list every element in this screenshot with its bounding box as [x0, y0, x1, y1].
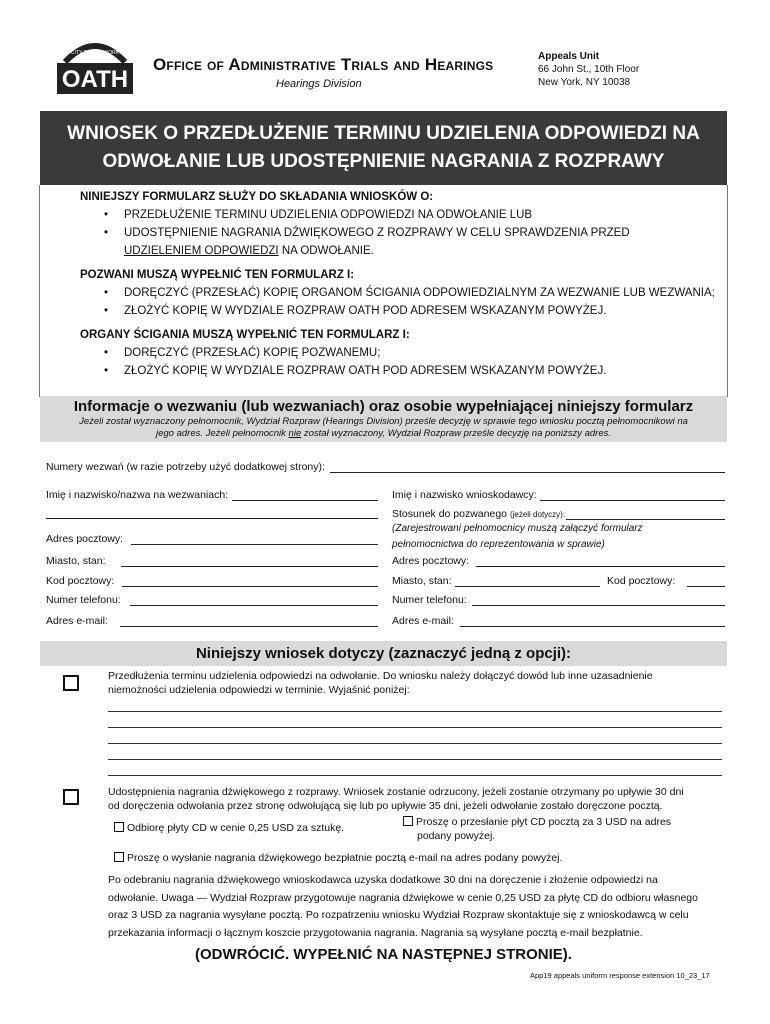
name-on-summons-field[interactable]: [232, 500, 378, 501]
subtitle-line1: Jeżeli został wyznaczony pełnomocnik, Wydział Rozpraw (Hearings Division) prześle decyzję w sprawie tego wniosku pocztą pełnomocnikowi na: [79, 416, 688, 427]
underlined-text: UDZIELENIEM ODPOWIEDZI: [124, 245, 279, 257]
info-section-subtitle: [40, 415, 727, 440]
intro-instructions: [80, 188, 720, 380]
relation-text: Stosunek do pozwanego: [392, 508, 508, 520]
form-title-line1: WNIOSEK O PRZEDŁUŻENIE TERMINU UDZIELENIA ODPOWIEDZI NA: [67, 123, 700, 144]
extension-option-text: [108, 669, 728, 697]
cd-mail-checkbox[interactable]: [403, 816, 413, 826]
explain-line-4[interactable]: [108, 759, 722, 760]
info-line3: oraz 3 USD za nagrania wysyłane pocztą. Po rozpatrzeniu wniosku Wydział Rozpraw skontaktuje się z wnioskodawcą w celu: [108, 909, 689, 921]
cd-mail-label-1: Proszę o przesłanie płyt CD pocztą za 3 USD na adres: [416, 816, 672, 828]
bullet-text: NA ODWOŁANIE.: [278, 245, 374, 257]
requester-name-field[interactable]: [540, 500, 725, 501]
cd-pickup-checkbox[interactable]: [114, 822, 124, 832]
info-line2: odwołanie. Uwaga — Wydział Rozpraw przygotowuje nagrania dźwiękowe w cenie 0,25 USD za płytę CD do odbioru własnego: [108, 891, 698, 904]
subtitle-nie: nie: [288, 428, 302, 439]
address-city: New York, NY 10038: [538, 77, 631, 88]
subtitle-line2a: jego adres. Jeżeli pełnomocnik: [156, 428, 289, 439]
office-title: Office of Administrative Trials and Hearings: [153, 55, 494, 74]
email-label: Adres e-mail:: [46, 615, 108, 627]
intro-bullet: • UDOSTĘPNIENIE NAGRANIA DŹWIĘKOWEGO Z ROZPRAWY W CELU SPRAWDZENIA PRZED: [80, 224, 720, 242]
info-line1: Po odebraniu nagrania dźwiękowego wnioskodawca uzyska dodatkowe 30 dni na doręczenie i złożenie odpowiedzi na: [108, 874, 658, 886]
address-street: 66 John St., 10th Floor: [538, 64, 640, 75]
req-city-label: Miasto, stan:: [392, 575, 452, 587]
form-code: App19 appeals uniform response extension 10_23_17: [530, 971, 710, 980]
cd-pickup-label: Odbiorę płyty CD w cenie 0,25 USD za sztukę.: [127, 822, 345, 834]
cd-mail-option[interactable]: [403, 815, 671, 843]
req-phone-label: Numer telefonu:: [392, 594, 467, 606]
address-unit: Appeals Unit: [538, 51, 600, 62]
req-email-label: Adres e-mail:: [392, 615, 454, 627]
intro-heading-3: ORGANY ŚCIGANIA MUSZĄ WYPEŁNIĆ TEN FORMULARZ I:: [80, 329, 410, 341]
intro-bullet-cont: [80, 242, 720, 260]
recording-info-paragraph: [108, 872, 728, 942]
representative-note: [392, 521, 643, 553]
relation-field[interactable]: [566, 519, 725, 520]
rep-note-line1: (Zarejestrowani pełnomocnicy muszą załączyć formularz: [392, 523, 643, 534]
email-field[interactable]: [120, 626, 378, 627]
email-audio-checkbox[interactable]: [114, 852, 124, 862]
req-address-field[interactable]: [476, 566, 725, 567]
explain-line-3[interactable]: [108, 743, 722, 744]
summons-numbers-label: Numery wezwań (w razie potrzeby użyć dodatkowej strony):: [46, 461, 325, 473]
req-city-field[interactable]: [455, 586, 600, 587]
office-address: [538, 50, 639, 89]
logo-word: OATH: [61, 66, 129, 93]
name-on-summons-label: Imię i nazwisko/nazwa na wezwaniach:: [46, 489, 229, 501]
zip-label: Kod pocztowy:: [46, 575, 115, 587]
address-field[interactable]: [131, 544, 378, 545]
opt1-line2: niemożności udzielenia odpowiedzi w terminie. Wyjaśnić poniżej:: [108, 684, 410, 696]
subtitle-line2b: został wyznaczony, Wydział Rozpraw prześle decyzję na poniższy adres.: [301, 428, 611, 439]
explain-line-2[interactable]: [108, 727, 722, 728]
rep-note-line2: pełnomocnictwa do reprezentowania w sprawie): [392, 539, 605, 550]
req-email-field[interactable]: [460, 626, 725, 627]
relation-label: [392, 508, 565, 520]
requester-name-label: Imię i nazwisko wnioskodawcy:: [392, 489, 537, 501]
req-zip-field[interactable]: [687, 586, 725, 587]
recording-checkbox[interactable]: [63, 789, 79, 805]
intro-bullet: • DORĘCZYĆ (PRZESŁAĆ) KOPIĘ ORGANOM ŚCIGANIA ODPOWIEDZIALNYM ZA WEZWANIE LUB WEZWANIA;: [80, 284, 720, 302]
info-section-header: [40, 396, 727, 442]
intro-heading-1: NINIEJSZY FORMULARZ SŁUŻY DO SKŁADANIA WNIOSKÓW O:: [80, 191, 434, 203]
explain-line-1[interactable]: [108, 711, 722, 712]
logo-arc-text: CITY OF NEW YORK: [70, 50, 120, 56]
recording-option-text: [108, 785, 728, 813]
name-on-summons-field-2[interactable]: [46, 518, 378, 519]
extension-checkbox[interactable]: [63, 675, 79, 691]
opt2-line2: od doręczenia odwołania przez stronę odwołującą się lub po upływie 35 dni, jeżeli odwołanie zostało doręczone pocztą.: [108, 800, 663, 812]
req-zip-label: Kod pocztowy:: [607, 575, 676, 587]
explain-line-5[interactable]: [108, 775, 722, 776]
cd-mail-label-2: podany powyżej.: [417, 830, 496, 842]
email-audio-option[interactable]: [114, 851, 562, 865]
address-label: Adres pocztowy:: [46, 533, 124, 545]
phone-label: Numer telefonu:: [46, 594, 121, 606]
form-title-line2: ODWOŁANIE LUB UDOSTĘPNIENIE NAGRANIA Z ROZPRAWY: [102, 151, 665, 172]
city-state-label: Miasto, stan:: [46, 555, 106, 567]
req-address-label: Adres pocztowy:: [392, 555, 470, 567]
relation-small-text: (jeżeli dotyczy):: [509, 510, 566, 519]
req-phone-field[interactable]: [472, 605, 725, 606]
oath-logo: [57, 36, 133, 94]
intro-bullet: • ZŁOŻYĆ KOPIĘ W WYDZIALE ROZPRAW OATH POD ADRESEM WSKAZANYM POWYŻEJ.: [80, 362, 720, 380]
intro-bullet: • DORĘCZYĆ (PRZESŁAĆ) KOPIĘ POZWANEMU;: [80, 344, 720, 362]
division-name: Hearings Division: [276, 78, 362, 90]
info-section-title: Informacje o wezwaniu (lub wezwaniach) oraz osobie wypełniającej niniejszy formularz: [73, 398, 694, 415]
intro-bullet: • ZŁOŻYĆ KOPIĘ W WYDZIALE ROZPRAW OATH POD ADRESEM WSKAZANYM POWYŻEJ.: [80, 302, 720, 320]
intro-bullet: • PRZEDŁUŻENIE TERMINU UDZIELENIA ODPOWIEDZI NA ODWOŁANIE LUB: [80, 206, 720, 224]
zip-field[interactable]: [122, 586, 378, 587]
opt1-line1: Przedłużenia terminu udzielenia odpowiedzi na odwołanie. Do wniosku należy dołączyć dowód lub inne uzasadnienie: [108, 670, 653, 682]
email-audio-label: Proszę o wysłanie nagrania dźwiękowego bezpłatnie pocztą e-mail na adres podany powyżej.: [127, 852, 563, 864]
cd-pickup-option[interactable]: [114, 821, 344, 835]
opt2-line1: Udostępnienia nagrania dźwiękowego z rozprawy. Wniosek zostanie odrzucony, jeżeli zostanie otrzymany po upływie 30 dni: [108, 786, 684, 798]
city-state-field[interactable]: [121, 566, 378, 567]
request-section-title: Niniejszy wniosek dotyczy (zaznaczyć jedną z opcji):: [40, 641, 727, 666]
summons-numbers-field[interactable]: [330, 472, 725, 473]
turn-page-notice: (ODWRÓCIĆ. WYPEŁNIĆ NA NASTĘPNEJ STRONIE).: [195, 946, 572, 963]
form-title: [40, 111, 727, 185]
phone-field[interactable]: [130, 605, 378, 606]
intro-heading-2: POZWANI MUSZĄ WYPEŁNIĆ TEN FORMULARZ I:: [80, 269, 355, 281]
info-line4: przekazania informacji o łącznym koszcie przygotowania nagrania. Nagrania są wysyłane pocztą e-mail bezpłatnie.: [108, 926, 643, 939]
